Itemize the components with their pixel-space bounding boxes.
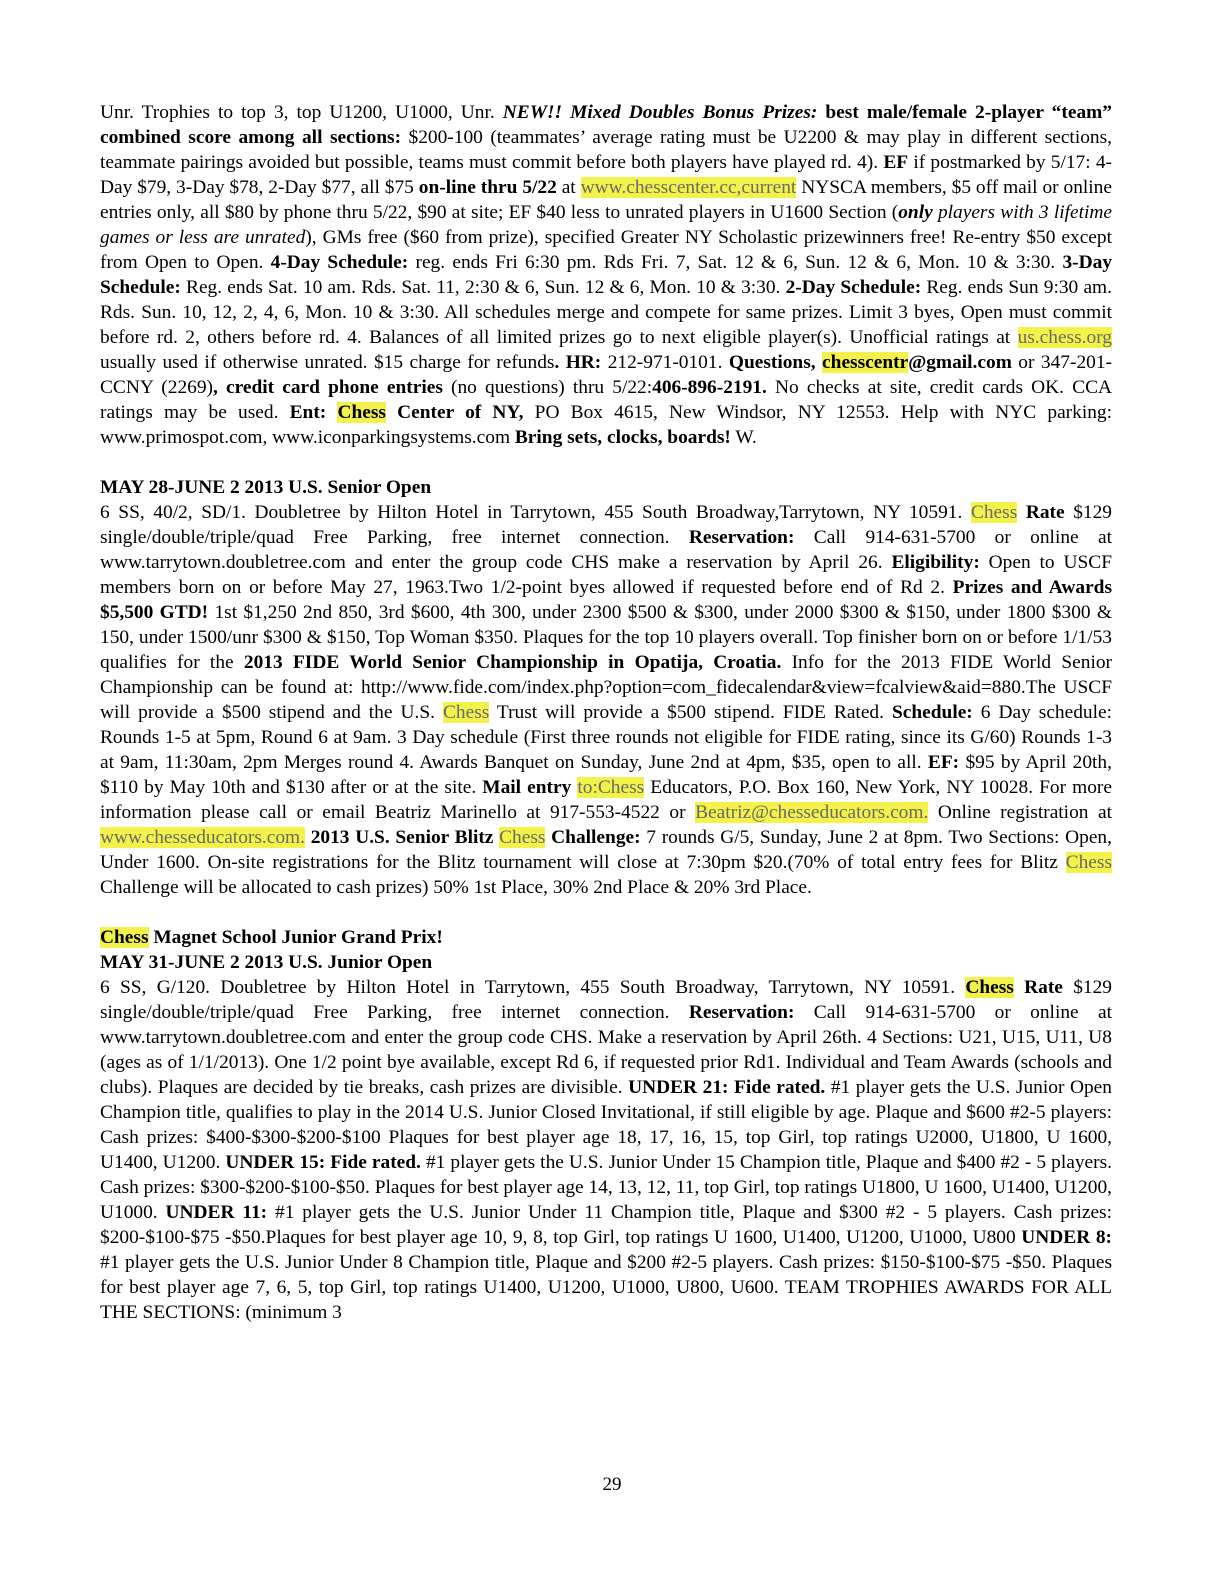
reservation-label: Reservation: [688,1002,795,1023]
phone-number: 406-896-2191. [652,377,767,398]
junior-open-paragraph [100,975,1112,1325]
ef-label: EF [883,152,909,173]
text-run: at [556,177,581,198]
text-run-bold-italic: only [898,202,933,223]
senior-open-heading: MAY 28-JUNE 2 2013 U.S. Senior Open [100,477,432,498]
text-run: $129 single/double/triple/quad Free Parking, free internet connection. [100,502,1112,548]
text-run: No checks at site, credit cards OK. CCA ratings may be used. [100,377,1113,423]
chesscenter-link[interactable]: www.chesscenter.cc,current [580,177,797,198]
text-run: Challenge will be allocated to cash prizes) 50% 1st Place, 30% 2nd Place & 20% 3rd Place. [100,877,812,898]
under-15-label: UNDER 15: Fide rated. [225,1152,421,1173]
questions-label: Questions, [728,352,823,373]
page-content [100,100,1112,1325]
text-run-bold: best male/female 2-player “team” combined score among all sections: [100,102,1112,148]
email-domain: @gmail.com [908,352,1012,373]
under-21-label: UNDER 21: Fide rated. [628,1077,826,1098]
text-run: ), GMs free ($60 from prize), specified Greater NY Scholastic prizewinners free! Re-entry $50 except from Open to Open. [100,227,1112,273]
text-run: Trust will provide a $500 stipend. FIDE Rated. [489,702,892,723]
eligibility-label: Eligibility: [891,552,980,573]
text-run: 212-971-0101. [601,352,729,373]
rate-label: Rate [1013,977,1063,998]
chess-highlight: Chess [970,502,1018,523]
mixed-doubles-heading: NEW!! Mixed Doubles Bonus Prizes: [502,102,818,123]
text-run: W. [730,427,757,448]
text-run: Reg. ends Sun 9:30 am. Rds. Sun. 10, 12, 2, 4, 6, Mon. 10 & 3:30. All schedules merge and compete for same prizes. Limit 3 byes, Open must commit before rd. 2, others before rd. 4. Balances of all limited prizes go to next eligible player(s). Unofficial ratings at [100,277,1112,348]
text-run: reg. ends Fri 6:30 pm. Rds Fri. 7, Sat. 12 & 6, Sun. 12 & 6, Mon. 10 & 3:30. [408,252,1063,273]
reservation-label: Reservation: [688,527,795,548]
text-run [326,402,337,423]
chess-highlight: Chess [1065,852,1112,873]
chesseducators-link[interactable]: www.chesseducators.com. [100,827,305,848]
hr-label: . HR: [554,352,602,373]
prizes-label: Prizes and Awards $5,500 GTD! [100,577,1113,623]
text-run: Info for the 2013 FIDE World Senior Championship can be found at: http://www.fide.com/index.php?option=com_fidecalendar&view=fcalview&aid=880.The USCF will provide a $500 stipend and the U.S. [100,652,1112,723]
text-run: usually used if otherwise unrated. $15 charge for refunds [100,352,555,373]
text-run: Online registration at [928,802,1112,823]
text-run: $129 single/double/triple/quad Free Parking, free internet connection. [100,977,1112,1023]
fide-championship-label: 2013 FIDE World Senior Championship in Opatija, Croatia. [243,652,782,673]
text-run: 1st $1,250 2nd 850, 3rd $600, 4th 300, under 2300 $500 & $300, under 2000 $300 & $150, under 1800 $300 & 150, under 1500/unr $300 & $150, Top Woman $350. Plaques for the top 10 players overall. Top finisher born on or before 1/1/53 qualifies for the [100,602,1112,673]
text-run: Unr. Trophies to top 3, top U1200, U1000, Unr. [100,102,503,123]
text-run: $95 by April 20th, $110 by May 10th and $130 after or at the site. [100,752,1112,798]
text-run: if postmarked by 5/17: 4-Day $79, 3-Day $78, 2-Day $77, all $75 [100,152,1112,198]
organizer-name: Center of NY, [385,402,524,423]
page-number: 29 [602,1474,622,1495]
chess-highlight: Chess [965,977,1014,998]
spacer [100,900,1112,925]
text-run: #1 player gets the U.S. Junior Under 15 Champion title, Plaque and $400 #2 - 5 players. Cash prizes: $300-$200-$100-$50. Plaques for best player age 14, 13, 12, 11, top Girl, top ratings U1800, U 1600, U1400, U1200, U1000. [100,1152,1112,1223]
two-day-schedule-label: 2-Day Schedule: [785,277,922,298]
credit-card-label: , credit card phone entries [213,377,443,398]
text-run: Educators, P.O. Box 160, New York, NY 10028. For more information please call or email Beatriz Marinello at 917-553-4522 or [100,777,1112,823]
entry-details-paragraph [100,100,1112,450]
text-run: #1 player gets the U.S. Junior Under 8 Champion title, Plaque and $200 #2-5 players. Cash prizes: $150-$100-$75 -$50. Plaques for best player age 7, 6, 5, top Girl, top ratings U1400, U1200, U1000, U800, U600. TEAM TROPHIES AWARDS FOR ALL THE SECTIONS: (minimum 3 [100,1252,1112,1323]
text-run-italic: players with 3 lifetime games or less are unrated [100,202,1112,248]
chess-highlight: Chess [100,927,149,948]
text-run: 6 SS, G/120. Doubletree by Hilton Hotel in Tarrytown, 455 South Broadway, Tarrytown, NY 10591. [100,977,966,998]
text-run: Call 914-631-5700 or online at www.tarrytown.doubletree.com and enter the group code CHS make a reservation by April 26. [100,527,1112,573]
text-run: or 347-201-CCNY (2269) [100,352,1112,398]
chess-highlight: Chess [337,402,386,423]
text-run: Open to USCF members born on or before May 27, 1963.Two 1/2-point byes allowed if requested before end of Rd 2. [100,552,1112,598]
text-run: Reg. ends Sat. 10 am. Rds. Sat. 11, 2:30 & 6, Sun. 12 & 6, Mon. 10 & 3:30. [180,277,786,298]
chess-highlight: to:Chess [577,777,645,798]
text-run: 6 SS, 40/2, SD/1. Doubletree by Hilton Hotel in Tarrytown, 455 South Broadway,Tarrytown, NY 10591. [100,502,971,523]
text-run: 7 rounds G/5, Sunday, June 2 at 8pm. Two Sections: Open, Under 1600. On-site registrations for the Blitz tournament will close at 7:30pm $20.(70% of total entry fees for Blitz [100,827,1112,873]
challenge-label: Challenge: [545,827,641,848]
text-run: #1 player gets the U.S. Junior Open Champion title, qualifies to play in the 2014 U.S. Junior Closed Invitational, if still eligible by age. Plaque and $600 #2-5 players: Cash prizes: $400-$300-$200-$100 Plaques for best player age 18, 17, 16, 15, top Girl, top ratings U2000, U1800, U 1600, U1400, U1200. [100,1077,1112,1173]
us-chess-link[interactable]: us.chess.org [1017,327,1112,348]
ent-label: Ent: [289,402,327,423]
text-run: Call 914-631-5700 or online at www.tarrytown.doubletree.com and enter the group code CHS. Make a reservation by April 26th. 4 Sections: U21, U15, U11, U8 (ages as of 1/1/2013). One 1/2 point bye available, except Rd 6, if requested prior Rd1. Individual and Team Awards (schools and clubs). Plaques are decided by tie breaks, cash prizes are divisible. [100,1002,1112,1098]
schedule-label: Schedule: [891,702,973,723]
under-11-label: UNDER 11: [165,1202,268,1223]
text-run: (no questions) thru 5/22: [442,377,653,398]
chess-highlight: Chess [499,827,546,848]
ef-label: EF: [927,752,960,773]
online-label: on-line thru 5/22 [418,177,557,198]
senior-open-paragraph [100,500,1112,900]
blitz-label: 2013 U.S. Senior Blitz [310,827,500,848]
spacer [100,450,1112,475]
text-run: PO Box 4615, New Windsor, NY 12553. Help with NYC parking: www.primospot.com, www.iconparkingsystems.com [100,402,1112,448]
email-link[interactable]: Beatriz@chesseducators.com. [695,802,929,823]
three-day-schedule-label: 3-Day Schedule: [100,252,1113,298]
text-run: #1 player gets the U.S. Junior Under 11 Champion title, Plaque and $300 #2 - 5 players. Cash prizes: $200-$100-$75 -$50.Plaques for best player age 10, 9, 8, top Girl, top ratings U 1600, U1400, U1200, U1000, U800 [100,1202,1112,1248]
text-run: 6 Day schedule: Rounds 1-5 at 5pm, Round 6 at 9am. 3 Day schedule (First three rounds not eligible for FIDE rating, since its G/60) Rounds 1-3 at 9am, 11:30am, 2pm Merges round 4. Awards Banquet on Sunday, June 2nd at 4pm, $35, open to all. [100,702,1112,773]
heading-text: Magnet School Junior Grand Prix! [148,927,443,948]
junior-open-heading: MAY 31-JUNE 2 2013 U.S. Junior Open [100,952,433,973]
junior-grand-prix-heading [100,925,1112,950]
bring-sets-label: Bring sets, clocks, boards! [514,427,731,448]
mail-entry-label: Mail entry [482,777,578,798]
under-8-label: UNDER 8: [1021,1227,1112,1248]
rate-label: Rate [1017,502,1065,523]
text-run: NYSCA members, $5 off mail or online entries only, all $80 by phone thru 5/22, $90 at site; EF $40 less to unrated players in U1600 Section ( [100,177,1112,223]
text-run: $200-100 (teammates’ average rating must be U2200 & may play in different sections, teammate pairings avoided but possible, teams must commit before both players have played rd. 4). [100,127,1112,173]
four-day-schedule-label: 4-Day Schedule: [270,252,409,273]
chess-highlight: Chess [442,702,490,723]
email-link-highlight[interactable]: chesscentr [822,352,909,373]
